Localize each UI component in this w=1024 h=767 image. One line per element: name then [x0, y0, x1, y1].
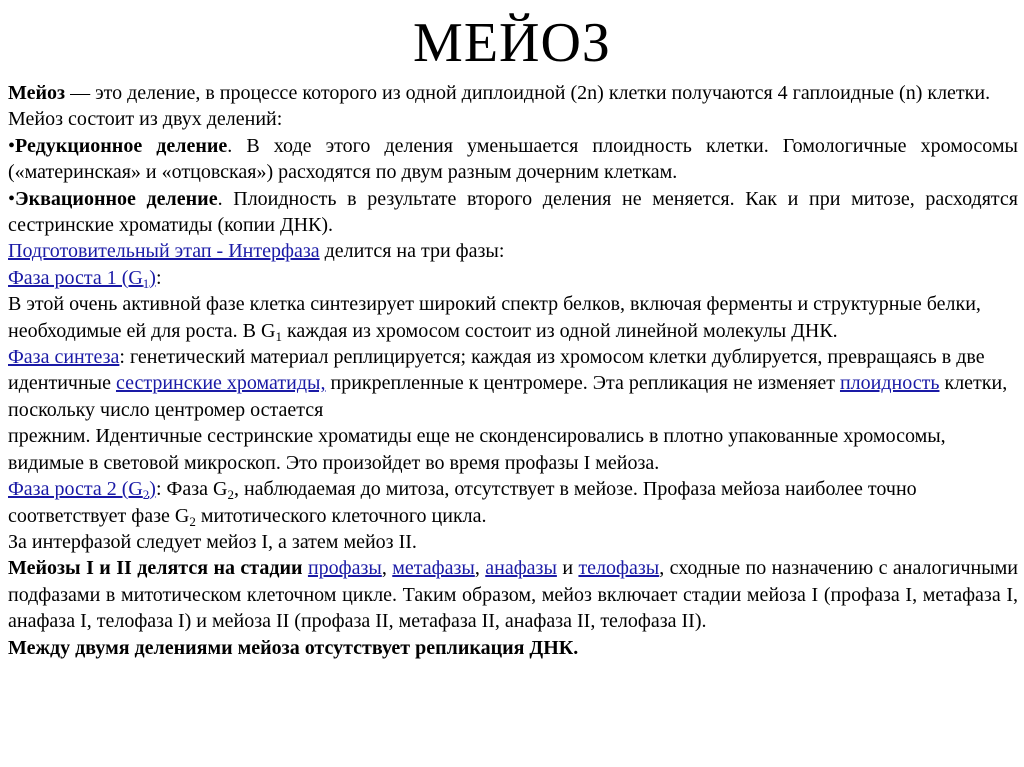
- separator: ,: [474, 557, 486, 580]
- paragraph-meiosis-stages: [8, 555, 1018, 634]
- equational-division-text: . Плоидность в результате второго деления не меняется. Как и при митозе, расходятся сестринские хроматиды (копии ДНК).: [8, 187, 1018, 237]
- term-equational-division: Эквационное деление: [15, 187, 218, 210]
- link-growth-phase-2-close: ): [149, 478, 156, 501]
- link-metaphase[interactable]: метафазы: [392, 557, 475, 580]
- link-prophase[interactable]: профазы: [307, 557, 382, 580]
- subscript: 2: [189, 513, 196, 529]
- stages-bold-text: Мейозы I и II делятся на стадии: [8, 557, 308, 580]
- subscript: 1: [142, 275, 150, 291]
- synthesis-text-4: прежним. Идентичные сестринские хроматиды еще не сконденсировались в плотно упакованные хромосомы, видимые в световой микроскоп. Это произойдет во время профазы I мейоза.: [8, 425, 946, 474]
- paragraph-reduction-division: [8, 133, 1018, 186]
- separator: и: [556, 557, 579, 580]
- no-replication-bold-text: Между двумя делениями мейоза отсутствует репликация ДНК.: [8, 636, 579, 659]
- link-growth-phase-1[interactable]: [8, 267, 156, 289]
- link-growth-phase-2-text: Фаза роста 2 (G: [8, 478, 143, 501]
- paragraph-growth-phase-2: [8, 476, 1018, 529]
- link-synthesis-phase[interactable]: Фаза синтеза: [8, 346, 120, 369]
- term-reduction-division: Редукционное деление: [15, 134, 228, 157]
- meiosis-definition-text: — это деление, в процессе которого из одной диплоидной (2n) клетки получаются 4 гаплоидные (n) клетки.: [65, 82, 991, 104]
- paragraph-equational-division: [8, 186, 1018, 239]
- paragraph-after-interphase: За интерфазой следует мейоз I, а затем мейоз II.: [8, 530, 417, 553]
- separator: ,: [381, 557, 393, 580]
- link-interphase[interactable]: Подготовительный этап - Интерфаза: [8, 240, 320, 263]
- reduction-division-text: . В ходе этого деления уменьшается плоидность клетки. Гомологичные хромосомы («материнская» и «отцовская») расходятся по двум разным дочерним клеткам.: [8, 134, 1018, 184]
- link-anaphase[interactable]: анафазы: [485, 557, 557, 580]
- g2-text-a: : Фаза G: [155, 478, 228, 501]
- synthesis-text-1: : генетический материал реплицируется; каждая из хромосом клетки дублируется, превращаясь в две идентичные: [8, 346, 985, 395]
- link-ploidy[interactable]: плоидность: [839, 372, 940, 395]
- paragraph-two-divisions: Мейоз состоит из двух делений:: [8, 108, 283, 131]
- term-meiosis: Мейоз: [8, 82, 66, 104]
- subscript: 2: [142, 487, 150, 503]
- g2-text-c: митотического клеточного цикла.: [195, 504, 487, 527]
- g1-text-b: каждая из хромосом состоит из одной линейной молекулы ДНК.: [281, 319, 838, 342]
- page-title: МЕЙОЗ: [413, 12, 611, 74]
- paragraph-no-replication: [8, 635, 1018, 661]
- interphase-text: делится на три фазы:: [319, 240, 505, 263]
- link-growth-phase-2[interactable]: [8, 478, 156, 503]
- subscript: 1: [275, 328, 282, 344]
- link-telophase[interactable]: телофазы: [578, 557, 660, 580]
- synthesis-text-3: клетки, поскольку число центромер остается: [8, 372, 1008, 421]
- bullet: •: [8, 187, 16, 210]
- growth-phase-1-colon: :: [155, 266, 162, 289]
- g2-text-b: , наблюдаемая до митоза, отсутствует в мейозе. Профаза мейоза наиболее точно соответствует фазе G: [8, 478, 917, 527]
- paragraph-g1-description: [8, 291, 1018, 344]
- paragraph-synthesis-phase: [8, 344, 1018, 476]
- link-growth-phase-1-close: ): [149, 266, 156, 289]
- synthesis-text-2: прикрепленные к центромере. Эта репликация не изменяет: [325, 372, 840, 395]
- bullet: •: [8, 134, 16, 157]
- paragraph-growth-phase-1: [8, 265, 1018, 291]
- subscript: 2: [227, 487, 234, 503]
- paragraph-meiosis-definition: [8, 80, 1018, 106]
- paragraph-interphase: [8, 238, 1018, 264]
- document-body: [8, 80, 1018, 661]
- link-sister-chromatids[interactable]: сестринские хроматиды,: [115, 372, 326, 395]
- link-growth-phase-1-text: Фаза роста 1 (G: [8, 266, 143, 289]
- g1-text-a: В этой очень активной фазе клетка синтезирует широкий спектр белков, включая ферменты и структурные белки, необходимые ей для роста. В G: [8, 293, 981, 342]
- stages-text: , сходные по назначению с аналогичными подфазами в митотическом клеточном цикле. Таким образом, мейоз включает стадии мейоза I (профаза I, метафаза I, анафаза I, телофаза I) и мейоза II (профаза II, метафаза II, анафаза II, телофаза II).: [8, 557, 1018, 633]
